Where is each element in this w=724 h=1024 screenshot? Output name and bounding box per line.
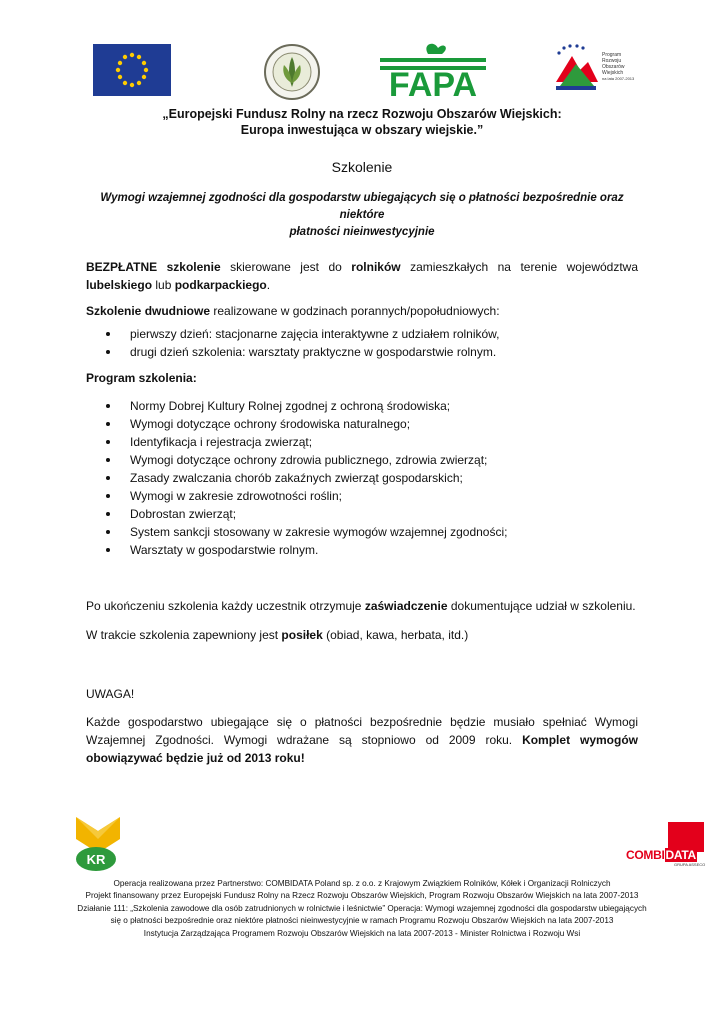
prow-years: na lata 2007-2013 xyxy=(602,76,635,81)
intro-text: zamieszkałych na terenie województwa xyxy=(400,260,639,274)
kr-logo xyxy=(74,815,122,873)
list-item: Identyfikacja i rejestracja zwierząt; xyxy=(86,433,646,451)
training-subtitle-line2: płatności nieinwestycyjnie xyxy=(289,226,435,238)
meal-text: (obiad, kawa, herbata, itd.) xyxy=(322,628,469,642)
combidata-part1: COMBI xyxy=(626,848,665,862)
list-item: System sankcji stosowany w zakresie wymogów wzajemnej zgodności; xyxy=(86,523,646,541)
footer-line: Projekt finansowany przez Europejski Fundusz Rolny na Rzecz Rozwoju Obszarów Wiejskich, Program Rozwoju Obszarów Wiejskich na lata 2007-2013 xyxy=(85,891,639,901)
list-item: Normy Dobrej Kultury Rolnej zgodnej z ochroną środowiska; xyxy=(86,397,646,415)
program-quote-line1: „Europejski Fundusz Rolny na rzecz Rozwoju Obszarów Wiejskich: xyxy=(162,107,562,121)
footer-line: Instytucja Zarządzająca Programem Rozwoju Obszarów Wiejskich na lata 2007-2013 - Minister Rolnictwa i Rozwoju Wsi xyxy=(143,928,581,938)
fapa-logo xyxy=(378,42,488,98)
meal-bold: posiłek xyxy=(281,628,323,642)
warning-label: UWAGA! xyxy=(86,687,135,701)
certificate-paragraph xyxy=(86,597,638,615)
prow-logo xyxy=(550,42,640,94)
list-item: Dobrostan zwierząt; xyxy=(86,505,646,523)
program-list xyxy=(86,397,646,559)
list-item: Zasady zwalczania chorób zakaźnych zwierząt gospodarskich; xyxy=(86,469,646,487)
two-day-paragraph xyxy=(86,302,638,320)
training-subtitle-line1: Wymogi wzajemnej zgodności dla gospodarstw ubiegających się o płatności bezpośrednie oraz niektóre xyxy=(100,192,624,221)
prow-line: Program xyxy=(602,52,622,58)
list-item: pierwszy dzień: stacjonarne zajęcia interaktywne z udziałem rolników, xyxy=(86,325,646,343)
prow-line: Wiejskich xyxy=(602,70,624,76)
note-bold: Komplet wymogów obowiązywać będzie już od 2013 roku! xyxy=(86,733,638,765)
certificate-text: Po ukończeniu szkolenia każdy uczestnik otrzymuje xyxy=(86,599,365,613)
program-quote-line2: Europa inwestująca w obszary wiejskie.” xyxy=(240,123,484,137)
combidata-sub: GRUPA ASSECO xyxy=(674,862,706,867)
kr-logo-text: KR xyxy=(86,852,106,867)
note-text: Każde gospodarstwo ubiegające się o płatności bezpośrednie będzie musiało spełniać Wymogi Wzajemnej Zgodności. Wymogi wdrażane są stopniowo od 2009 roku. xyxy=(86,715,638,747)
program-quote xyxy=(0,106,724,138)
list-item: Warsztaty w gospodarstwie rolnym. xyxy=(86,541,646,559)
meal-paragraph xyxy=(86,626,638,644)
combidata-part2: DATA xyxy=(665,848,696,862)
prow-line: Obszarów xyxy=(602,64,625,70)
fapa-logo-text: FAPA xyxy=(388,66,478,98)
intro-bold: rolników xyxy=(351,260,401,274)
note-paragraph xyxy=(86,713,638,767)
two-day-bold: Szkolenie dwudniowe xyxy=(86,304,211,318)
list-item: Wymogi dotyczące ochrony środowiska naturalnego; xyxy=(86,415,646,433)
certificate-text: dokumentujące udział w szkoleniu. xyxy=(447,599,636,613)
intro-text: . xyxy=(266,278,271,292)
eu-flag-icon xyxy=(93,44,171,96)
list-item: Wymogi w zakresie zdrowotności roślin; xyxy=(86,487,646,505)
program-heading: Program szkolenia: xyxy=(86,371,197,385)
intro-bold: BEZPŁATNE szkolenie xyxy=(86,260,221,274)
intro-text: lub xyxy=(152,278,175,292)
footer-line: się o płatności bezpośrednie oraz niektóre płatności nieinwestycyjnie w ramach Programu Rozwoju Obszarów Wiejskich na lata 2007-2013 xyxy=(110,916,614,926)
two-day-text: realizowane w godzinach porannych/popołudniowych: xyxy=(210,304,500,318)
combidata-logo xyxy=(624,822,706,868)
intro-paragraph xyxy=(86,258,638,294)
training-subtitle xyxy=(90,190,634,241)
prow-line: Rozwoju xyxy=(602,58,622,64)
list-item: drugi dzień szkolenia: warsztaty praktyczne w gospodarstwie rolnym. xyxy=(86,343,646,361)
days-list xyxy=(86,325,646,361)
intro-bold: podkarpackiego xyxy=(174,278,267,292)
footer-info xyxy=(30,878,694,940)
intro-text: skierowane jest do xyxy=(220,260,352,274)
meal-text: W trakcie szkolenia zapewniony jest xyxy=(86,628,282,642)
intro-bold: lubelskiego xyxy=(86,278,153,292)
page-title: Szkolenie xyxy=(331,159,393,175)
footer-line: Działanie 111: „Szkolenia zawodowe dla osób zatrudnionych w rolnictwie i leśnictwie” Operacja: Wymogi wzajemnej zgodności dla gospodarstw ubiegających xyxy=(77,903,647,913)
footer-line: Operacja realizowana przez Partnerstwo: COMBIDATA Poland sp. z o.o. z Krajowym Związkiem Rolników, Kółek i Organizacji Rolniczych xyxy=(113,879,611,888)
agricultural-seal-icon xyxy=(262,43,322,101)
list-item: Wymogi dotyczące ochrony zdrowia publicznego, zdrowia zwierząt; xyxy=(86,451,646,469)
certificate-bold: zaświadczenie xyxy=(364,599,448,613)
